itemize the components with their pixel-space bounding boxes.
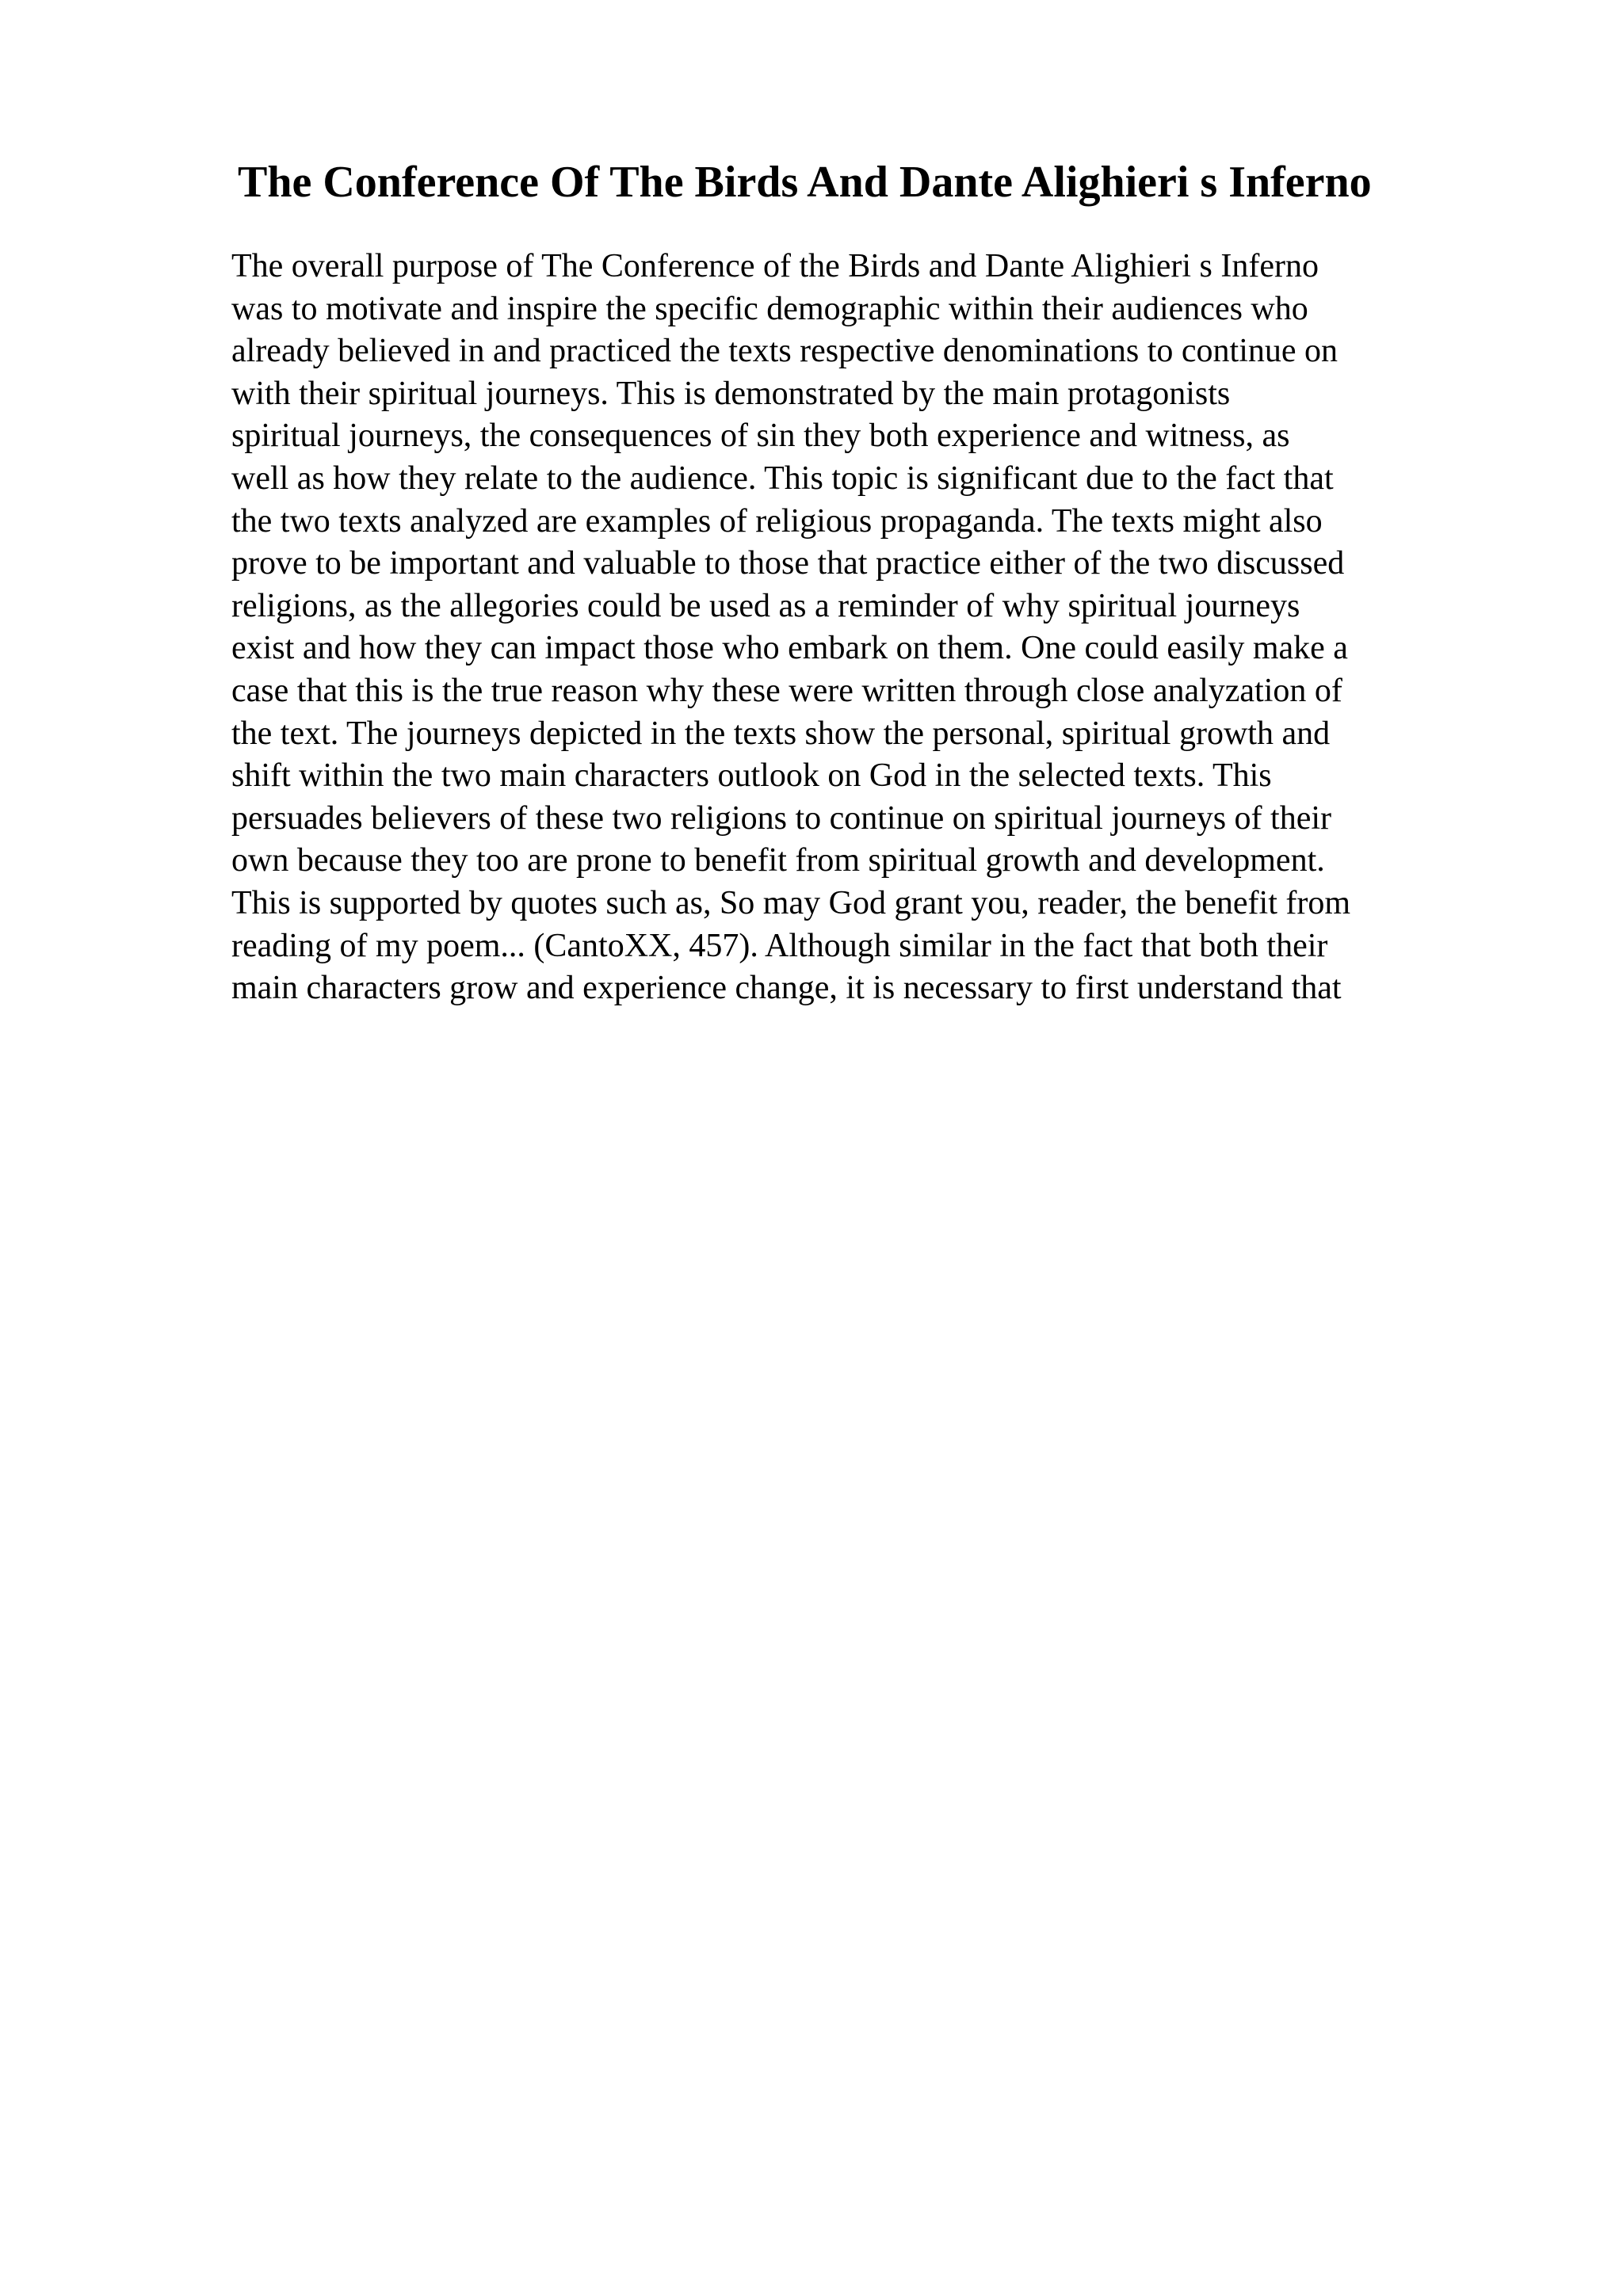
text-line: with their spiritual journeys. This is demonstrated by the main protagonists (231, 375, 1231, 412)
text-line: exist and how they can impact those who embark on them. One could easily make a (231, 630, 1348, 667)
text-line: the two texts analyzed are examples of religious propaganda. The texts might also (231, 502, 1323, 540)
text-line: well as how they relate to the audience. This topic is significant due to the fact that (231, 460, 1334, 497)
body-paragraph (231, 246, 1499, 1010)
text-line: own because they too are prone to benefit from spiritual growth and development. (231, 842, 1325, 879)
text-line: prove to be important and valuable to those that practice either of the two discussed (231, 545, 1345, 582)
text-line: reading of my poem... (CantoXX, 457). Although similar in the fact that both their (231, 927, 1328, 964)
text-line: The overall purpose of The Conference of the Birds and Dante Alighieri s Inferno (231, 248, 1319, 284)
text-line: persuades believers of these two religions to continue on spiritual journeys of their (231, 799, 1331, 837)
text-line: was to motivate and inspire the specific demographic within their audiences who (231, 290, 1308, 327)
text-line: religions, as the allegories could be used as a reminder of why spiritual journeys (231, 587, 1300, 624)
text-line: shift within the two main characters outlook on God in the selected texts. This (231, 757, 1272, 795)
text-line: the text. The journeys depicted in the texts show the personal, spiritual growth and (231, 715, 1331, 752)
text-line: spiritual journeys, the consequences of sin they both experience and witness, as (231, 418, 1290, 455)
document-title: The Conference Of The Birds And Dante Alighieri s Inferno (238, 158, 1372, 207)
text-line: already believed in and practiced the texts respective denominations to continue on (231, 333, 1338, 370)
text-line: main characters grow and experience change, it is necessary to first understand that (231, 970, 1342, 1007)
text-line: case that this is the true reason why these were written through close analyzation of (231, 672, 1342, 709)
text-line: This is supported by quotes such as, So may God grant you, reader, the benefit from (231, 884, 1351, 921)
